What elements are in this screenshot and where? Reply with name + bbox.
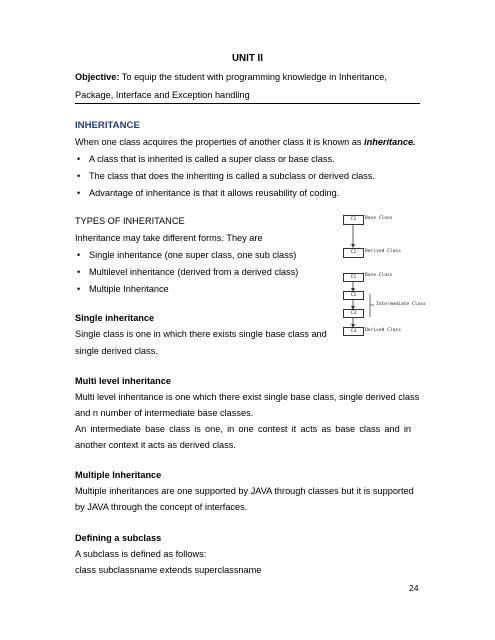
multi-derived-box: C4 bbox=[343, 327, 364, 336]
types-bullet-1: Single inheritance (one super class, one sub class) bbox=[89, 250, 297, 260]
multi-intermediate-box-1: C2 bbox=[343, 291, 364, 300]
objective-line1: To equip the student with programming knowledge in Inheritance, bbox=[119, 72, 387, 82]
subclass-line-2: class subclassname extends superclassname bbox=[75, 565, 262, 575]
types-heading: TYPES OF INHERITANCE bbox=[75, 216, 185, 226]
bullet-marker: • bbox=[77, 188, 81, 198]
unit-title: UNIT II bbox=[231, 53, 264, 64]
subclass-heading: Defining a subclass bbox=[75, 533, 162, 543]
bullet-marker: • bbox=[77, 171, 81, 181]
inheritance-bullet-2: The class that does the inheriting is called a subclass or derived class. bbox=[89, 171, 375, 181]
single-line-2: single derived class. bbox=[75, 346, 158, 356]
single-derived-box: C2 bbox=[343, 248, 364, 258]
single-derived-label: Derived Class bbox=[365, 249, 401, 254]
multi-derived-label: Derived Class bbox=[365, 328, 401, 333]
inheritance-term: inheritance. bbox=[364, 137, 416, 147]
single-line-1: Single class is one in which there exists single base class and bbox=[75, 329, 327, 339]
bullet-marker: • bbox=[77, 154, 81, 164]
objective-label: Objective: bbox=[75, 72, 120, 82]
subclass-line-1: A subclass is defined as follows: bbox=[75, 549, 207, 559]
types-bullet-3: Multiple Inheritance bbox=[89, 284, 169, 294]
inheritance-intro-text: When one class acquires the properties of another class it is known as bbox=[75, 137, 365, 147]
page-number: 24 bbox=[409, 583, 419, 593]
bullet-marker: • bbox=[77, 284, 81, 294]
single-heading: Single inheritance bbox=[75, 313, 155, 323]
multilevel-line-1: Multi level inheritance is one which there exist single base class, single derived class bbox=[75, 392, 420, 402]
multilevel-line-2: and n number of intermediate base classes. bbox=[75, 408, 254, 418]
multi-intermediate-label: Intermediate Class bbox=[376, 302, 426, 307]
single-base-label: Base Class bbox=[365, 216, 393, 221]
multi-intermediate-box-2: C3 bbox=[343, 309, 364, 318]
multiple-heading: Multiple Inheritance bbox=[75, 470, 162, 480]
multilevel-line-3: An intermediate base class is one, in one contest it acts as base class and in bbox=[75, 424, 412, 434]
objective-line2: Package, Interface and Exception handling bbox=[75, 90, 250, 100]
inheritance-bullet-3: Advantage of inheritance is that it allows reusability of coding. bbox=[89, 188, 340, 198]
multilevel-heading: Multi level inheritance bbox=[75, 376, 171, 386]
types-bullet-2: Multilevel inheritance (derived from a derived class) bbox=[89, 267, 299, 277]
multi-base-box: C1 bbox=[343, 273, 364, 282]
bullet-marker: • bbox=[77, 267, 81, 277]
multi-base-label: Base Class bbox=[365, 273, 393, 278]
bullet-marker: • bbox=[77, 250, 81, 260]
multiple-line-2: by JAVA through the concept of interfaces. bbox=[75, 502, 248, 512]
multiple-line-1: Multiple inheritances are one supported by JAVA through classes but it is supported bbox=[75, 486, 414, 496]
single-base-box: C1 bbox=[343, 215, 364, 225]
inheritance-heading: INHERITANCE bbox=[75, 120, 140, 131]
inheritance-bullet-1: A class that is inherited is called a super class or base class. bbox=[89, 154, 335, 164]
multilevel-line-4: another context it acts as derived class. bbox=[75, 440, 236, 450]
types-intro: Inheritance may take different forms. They are bbox=[75, 233, 263, 243]
